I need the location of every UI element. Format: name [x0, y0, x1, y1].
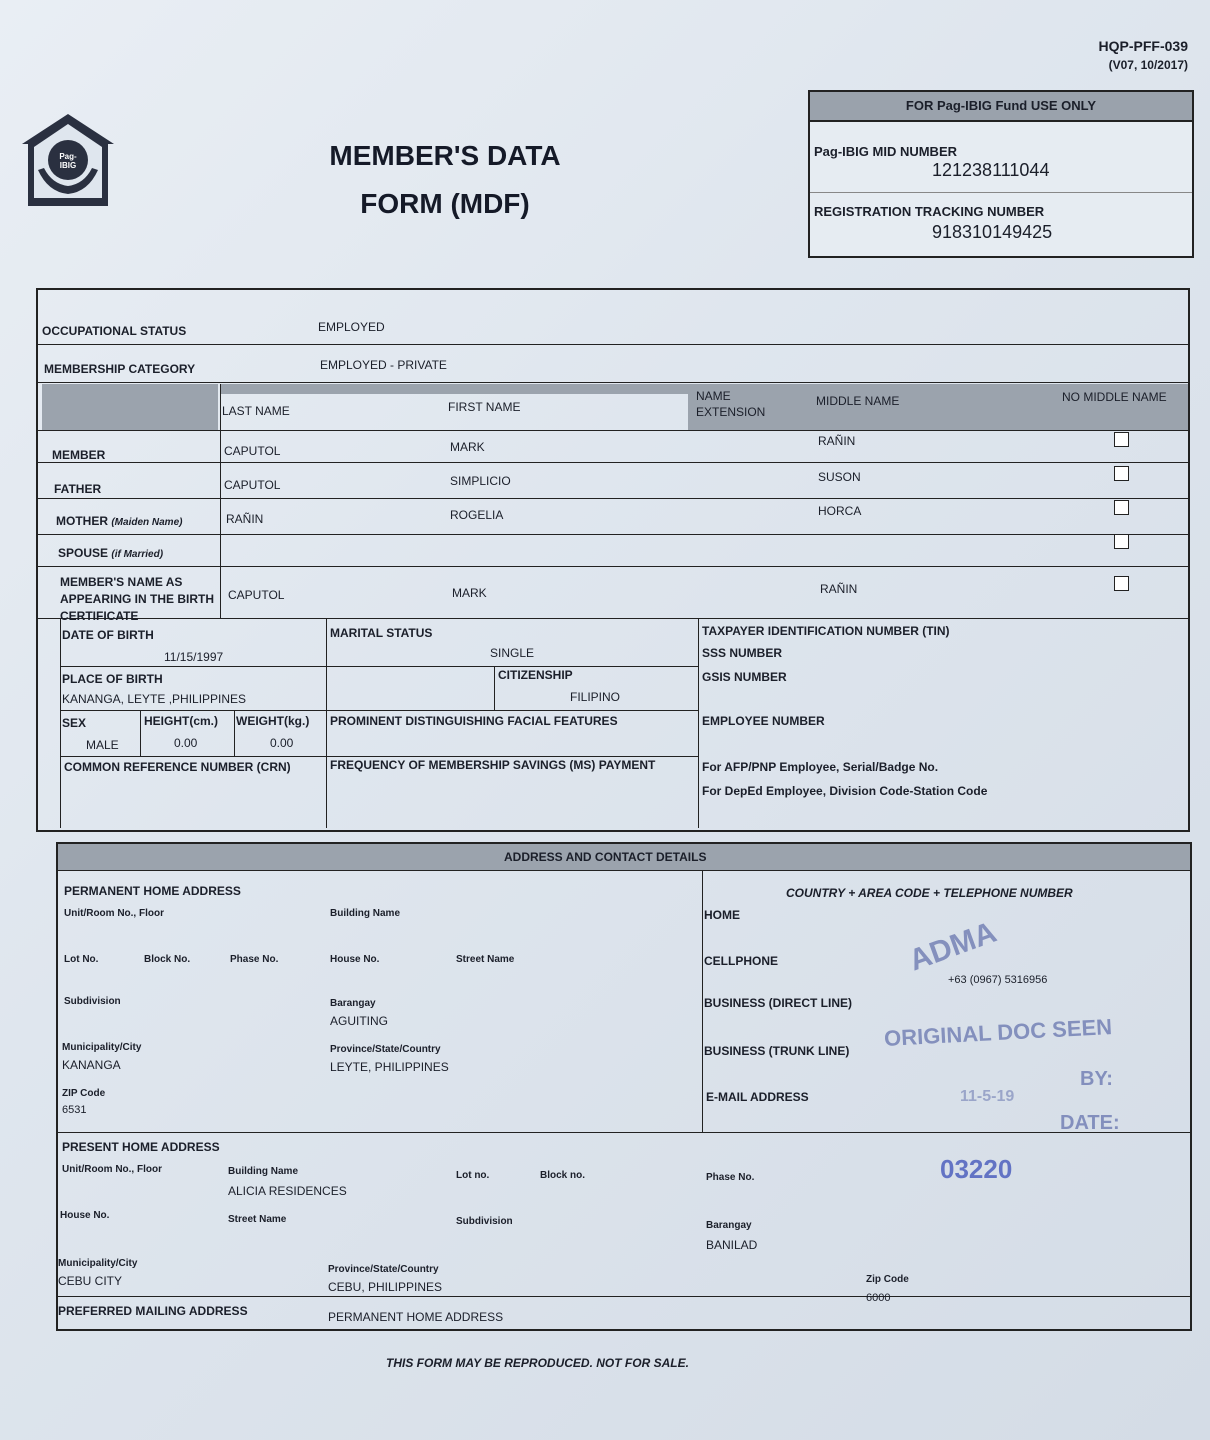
- col-name-extension: NAME EXTENSION: [696, 389, 766, 419]
- height-label: HEIGHT(cm.): [144, 714, 219, 728]
- present-province-value: CEBU, PHILIPPINES: [328, 1280, 443, 1294]
- address-section: [56, 842, 1192, 1331]
- dob-value: 11/15/1997: [164, 650, 224, 664]
- weight-value: 0.00: [270, 736, 294, 750]
- member-last-name: CAPUTOL: [224, 444, 281, 458]
- page-title: [290, 132, 600, 228]
- present-municipality-value: CEBU CITY: [58, 1274, 123, 1288]
- present-building-value: ALICIA RESIDENCES: [228, 1184, 347, 1198]
- phone-header: COUNTRY + AREA CODE + TELEPHONE NUMBER: [786, 886, 1073, 900]
- building-label: Building Name: [330, 908, 401, 919]
- membership-category-label: MEMBERSHIP CATEGORY: [44, 362, 196, 376]
- phase-label: Phase No.: [230, 954, 279, 965]
- present-address-label: PRESENT HOME ADDRESS: [62, 1140, 220, 1154]
- street-label: Street Name: [456, 954, 515, 965]
- present-building-label: Building Name: [228, 1166, 299, 1177]
- province-value: LEYTE, PHILIPPINES: [330, 1060, 449, 1074]
- fund-use-box: [808, 90, 1194, 258]
- father-middle-name: SUSON: [818, 470, 861, 484]
- mother-no-middle-checkbox[interactable]: [1114, 500, 1129, 515]
- stamp-line-2: BY:: [1080, 1068, 1113, 1090]
- present-barangay-value: BANILAD: [706, 1238, 758, 1252]
- stamp-line-1: ORIGINAL DOC SEEN: [883, 1014, 1113, 1051]
- marital-status-label: MARITAL STATUS: [330, 626, 433, 640]
- spouse-no-middle-checkbox[interactable]: [1114, 534, 1129, 549]
- mother-row-label: MOTHER (Maiden Name): [56, 514, 183, 528]
- preferred-mailing-label: PREFERRED MAILING ADDRESS: [58, 1304, 248, 1318]
- email-label: E-MAIL ADDRESS: [706, 1090, 809, 1104]
- logo-text: Pag-IBIG: [59, 152, 77, 170]
- present-lot-label: Lot no.: [456, 1170, 490, 1181]
- deped-label: For DepEd Employee, Division Code-Station Code: [702, 784, 988, 798]
- stamp-date: 11-5-19: [960, 1088, 1015, 1105]
- father-row-label: FATHER: [54, 482, 102, 496]
- barangay-label: Barangay: [330, 998, 376, 1009]
- birth-cert-middle-name: RAÑIN: [820, 582, 858, 596]
- present-unit-label: Unit/Room No., Floor: [62, 1164, 162, 1175]
- father-no-middle-checkbox[interactable]: [1114, 466, 1129, 481]
- present-subdivision-label: Subdivision: [456, 1216, 513, 1227]
- form-code: HQP-PFF-039: [1098, 38, 1188, 54]
- mid-label: Pag-IBIG MID NUMBER: [814, 144, 957, 159]
- afp-pnp-label: For AFP/PNP Employee, Serial/Badge No.: [702, 760, 939, 774]
- title-line-1: MEMBER'S DATA: [329, 140, 561, 171]
- present-zip-label: Zip Code: [866, 1274, 909, 1285]
- occupational-status-value: EMPLOYED: [318, 320, 385, 334]
- municipality-value: KANANGA: [62, 1058, 121, 1072]
- present-street-label: Street Name: [228, 1214, 287, 1225]
- address-header: ADDRESS AND CONTACT DETAILS: [504, 850, 707, 864]
- facial-features-label: PROMINENT DISTINGUISHING FACIAL FEATURES: [330, 714, 618, 728]
- crn-label: COMMON REFERENCE NUMBER (CRN): [64, 760, 291, 774]
- present-barangay-label: Barangay: [706, 1220, 752, 1231]
- col-no-middle-name: NO MIDDLE NAME: [1062, 390, 1167, 404]
- birth-cert-row-label: MEMBER'S NAME AS APPEARING IN THE BIRTH CERTIFICATE: [60, 575, 215, 623]
- present-municipality-label: Municipality/City: [58, 1258, 138, 1269]
- sex-value: MALE: [86, 738, 119, 752]
- lot-label: Lot No.: [64, 954, 99, 965]
- member-first-name: MARK: [450, 440, 485, 454]
- barangay-value: AGUITING: [330, 1014, 389, 1028]
- occupational-status-label: OCCUPATIONAL STATUS: [42, 324, 187, 338]
- present-zip-value: 6000: [866, 1292, 891, 1304]
- pob-value: KANANGA, LEYTE ,PHILIPPINES: [62, 692, 247, 706]
- member-middle-name: RAÑIN: [818, 434, 856, 448]
- rtn-value: 918310149425: [932, 222, 1053, 242]
- zip-value: 6531: [62, 1104, 87, 1116]
- preferred-mailing-value: PERMANENT HOME ADDRESS: [328, 1310, 504, 1324]
- birth-cert-no-middle-checkbox[interactable]: [1114, 576, 1129, 591]
- height-value: 0.00: [174, 736, 198, 750]
- pagibig-logo: [18, 110, 118, 210]
- member-info-section: [36, 288, 1190, 832]
- home-phone-label: HOME: [704, 908, 740, 922]
- spouse-row-label: SPOUSE (if Married): [58, 546, 164, 560]
- cellphone-value: +63 (0967) 5316956: [948, 974, 1048, 986]
- father-last-name: CAPUTOL: [224, 478, 281, 492]
- business-trunk-label: BUSINESS (TRUNK LINE): [704, 1044, 850, 1058]
- footer-note: THIS FORM MAY BE REPRODUCED. NOT FOR SALE.: [386, 1356, 689, 1370]
- pob-label: PLACE OF BIRTH: [62, 672, 163, 686]
- stamp-line-3: DATE:: [1060, 1112, 1120, 1134]
- mother-last-name: RAÑIN: [226, 512, 264, 526]
- rtn-label: REGISTRATION TRACKING NUMBER: [814, 204, 1045, 219]
- province-label: Province/State/Country: [330, 1044, 441, 1055]
- member-row-label: MEMBER: [52, 448, 106, 462]
- col-middle-name: MIDDLE NAME: [816, 394, 900, 408]
- title-line-2: FORM (MDF): [360, 188, 530, 219]
- form-code-block: [1099, 38, 1188, 72]
- stamp-word: ADMA: [904, 915, 1001, 978]
- weight-label: WEIGHT(kg.): [236, 714, 310, 728]
- col-last-name: LAST NAME: [222, 404, 290, 418]
- birth-cert-first-name: MARK: [452, 586, 487, 600]
- form-version: (V07, 10/2017): [1108, 58, 1188, 72]
- mother-first-name: ROGELIA: [450, 508, 504, 522]
- business-direct-label: BUSINESS (DIRECT LINE): [704, 996, 853, 1010]
- present-province-label: Province/State/Country: [328, 1264, 439, 1275]
- ms-frequency-label: FREQUENCY OF MEMBERSHIP SAVINGS (MS) PAYMENT: [330, 758, 656, 772]
- citizenship-label: CITIZENSHIP: [498, 668, 573, 682]
- subdivision-label: Subdivision: [64, 996, 121, 1007]
- father-first-name: SIMPLICIO: [450, 474, 511, 488]
- cellphone-label: CELLPHONE: [704, 954, 779, 968]
- house-label: House No.: [330, 954, 380, 965]
- municipality-label: Municipality/City: [62, 1042, 142, 1053]
- block-label: Block No.: [144, 954, 191, 965]
- col-first-name: FIRST NAME: [448, 400, 521, 414]
- permanent-address-label: PERMANENT HOME ADDRESS: [64, 884, 241, 898]
- present-house-label: House No.: [60, 1210, 110, 1221]
- member-no-middle-checkbox[interactable]: [1114, 432, 1129, 447]
- present-block-label: Block no.: [540, 1170, 586, 1181]
- tin-label: TAXPAYER IDENTIFICATION NUMBER (TIN): [702, 624, 950, 638]
- employee-number-label: EMPLOYEE NUMBER: [702, 714, 825, 728]
- sex-label: SEX: [62, 716, 87, 730]
- stamp-number: 03220: [940, 1154, 1013, 1184]
- present-phase-label: Phase No.: [706, 1172, 755, 1183]
- sss-label: SSS NUMBER: [702, 646, 783, 660]
- marital-status-value: SINGLE: [490, 646, 535, 660]
- unit-label: Unit/Room No., Floor: [64, 908, 164, 919]
- citizenship-value: FILIPINO: [570, 690, 621, 704]
- gsis-label: GSIS NUMBER: [702, 670, 787, 684]
- zip-label: ZIP Code: [62, 1088, 106, 1099]
- mother-middle-name: HORCA: [818, 504, 862, 518]
- dob-label: DATE OF BIRTH: [62, 628, 154, 642]
- fund-use-header: FOR Pag-IBIG Fund USE ONLY: [810, 92, 1192, 122]
- mid-value: 121238111044: [932, 160, 1050, 180]
- birth-cert-last-name: CAPUTOL: [228, 588, 285, 602]
- membership-category-value: EMPLOYED - PRIVATE: [320, 358, 447, 372]
